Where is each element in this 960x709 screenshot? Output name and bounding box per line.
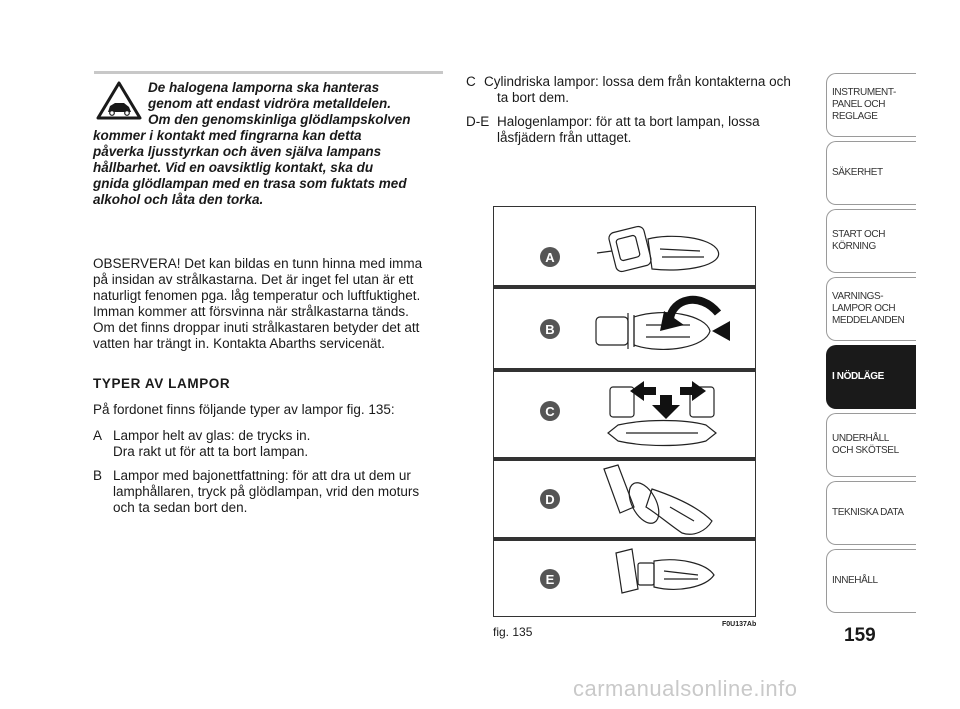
- figure-135: [493, 206, 756, 617]
- item-text-line: ta bort dem.: [497, 90, 570, 105]
- bulb-b-illustration: [596, 313, 710, 350]
- warning-text-line: genom att endast vidröra metalldelen.: [148, 96, 392, 111]
- warning-text-line: kommer i kontakt med fingrarna kan detta: [93, 128, 362, 143]
- bulb-a-illustration: [597, 225, 719, 273]
- note-text-line: naturligt fenomen pga. låg temperatur och luftfuktighet.: [93, 288, 421, 303]
- panel-badge-d: [540, 489, 560, 509]
- section-heading: TYPER AV LAMPOR: [93, 376, 231, 391]
- warning-text-line: påverka ljusstyrkan och även själva lampans: [93, 144, 382, 159]
- nav-tab-technical-data[interactable]: TEKNISKA DATA: [826, 481, 916, 545]
- item-label-a: A: [93, 428, 103, 443]
- warning-text-line: De halogena lamporna ska hanteras: [148, 80, 380, 95]
- figure-caption: fig. 135: [493, 625, 533, 639]
- warning-text-line: Om den genomskinliga glödlampskolven: [148, 112, 411, 127]
- arrow-down-icon: [652, 395, 680, 419]
- item-label-b: B: [93, 468, 103, 483]
- note-text-line: vatten har trängt in. Kontakta Abarths servicenät.: [93, 336, 385, 351]
- svg-text:A: A: [545, 250, 555, 265]
- panel-badge-e: [540, 569, 560, 589]
- note-text-line: Om det finns droppar inuti strålkastaren betyder det att: [93, 320, 420, 335]
- panel-badge-a: [540, 247, 560, 267]
- item-text-line: låsfjädern från uttaget.: [497, 130, 632, 145]
- item-label-de: D-E: [466, 114, 490, 129]
- item-text-line: Lampor helt av glas: de trycks in.: [113, 428, 311, 443]
- figure-code: F0U137Ab: [722, 621, 757, 628]
- watermark: carmanualsonline.info: [573, 676, 798, 701]
- arrow-right-icon: [680, 381, 706, 401]
- nav-tab-maintenance[interactable]: UNDERHÅLL OCH SKÖTSEL: [826, 413, 916, 477]
- warning-car-icon: [96, 80, 142, 120]
- svg-text:B: B: [545, 322, 555, 337]
- item-text-line: Halogenlampor: för att ta bort lampan, lossa: [497, 114, 760, 129]
- note-text-line: OBSERVERA! Det kan bildas en tunn hinna med imma: [93, 256, 423, 271]
- item-label-c: C: [466, 74, 476, 89]
- svg-text:C: C: [545, 404, 555, 419]
- item-text-line: Cylindriska lampor: lossa dem från kontakterna och: [484, 74, 791, 89]
- warning-text-line: gnida glödlampan med en trasa som fuktats med: [93, 176, 407, 191]
- page-number: 159: [844, 625, 876, 646]
- panel-badge-b: [540, 319, 560, 339]
- section-intro: På fordonet finns följande typer av lampor fig. 135:: [93, 402, 395, 417]
- rotate-arrow-icon: [670, 300, 718, 319]
- bulb-e-illustration: [616, 549, 714, 593]
- push-arrow-icon: [712, 321, 730, 341]
- item-text-line: lamphållaren, tryck på glödlampan, vrid den moturs: [113, 484, 420, 499]
- nav-tab-contents[interactable]: INNEHÅLL: [826, 549, 916, 613]
- item-text-line: Lampor med bajonettfattning: för att dra ut dem ur: [113, 468, 411, 483]
- warning-top-rule: [94, 71, 443, 74]
- note-text-line: Imman kommer att försvinna när strålkastarna tänds.: [93, 304, 409, 319]
- note-text-line: på insidan av strålkastarna. Det är inget fel utan är ett: [93, 272, 414, 287]
- nav-tab-start-driving[interactable]: START OCH KÖRNING: [826, 209, 916, 273]
- warning-text-line: hållbarhet. Vid en oavsiktlig kontakt, ska du: [93, 160, 374, 175]
- nav-tab-safety[interactable]: SÄKERHET: [826, 141, 916, 205]
- svg-text:E: E: [545, 572, 555, 587]
- nav-tab-instrument-panel[interactable]: INSTRUMENT- PANEL OCH REGLAGE: [826, 73, 916, 137]
- warning-text-line: alkohol och låta den torka.: [93, 192, 264, 207]
- panel-badge-c: [540, 401, 560, 421]
- nav-tab-warning-lights[interactable]: VARNINGS- LAMPOR OCH MEDDELANDEN: [826, 277, 916, 341]
- svg-text:D: D: [545, 492, 555, 507]
- nav-tab-emergency[interactable]: I NÖDLÄGE: [826, 345, 916, 409]
- item-text-line: och ta sedan bort den.: [113, 500, 248, 515]
- item-text-line: Dra rakt ut för att ta bort lampan.: [113, 444, 309, 459]
- bulb-d-illustration: [604, 465, 712, 534]
